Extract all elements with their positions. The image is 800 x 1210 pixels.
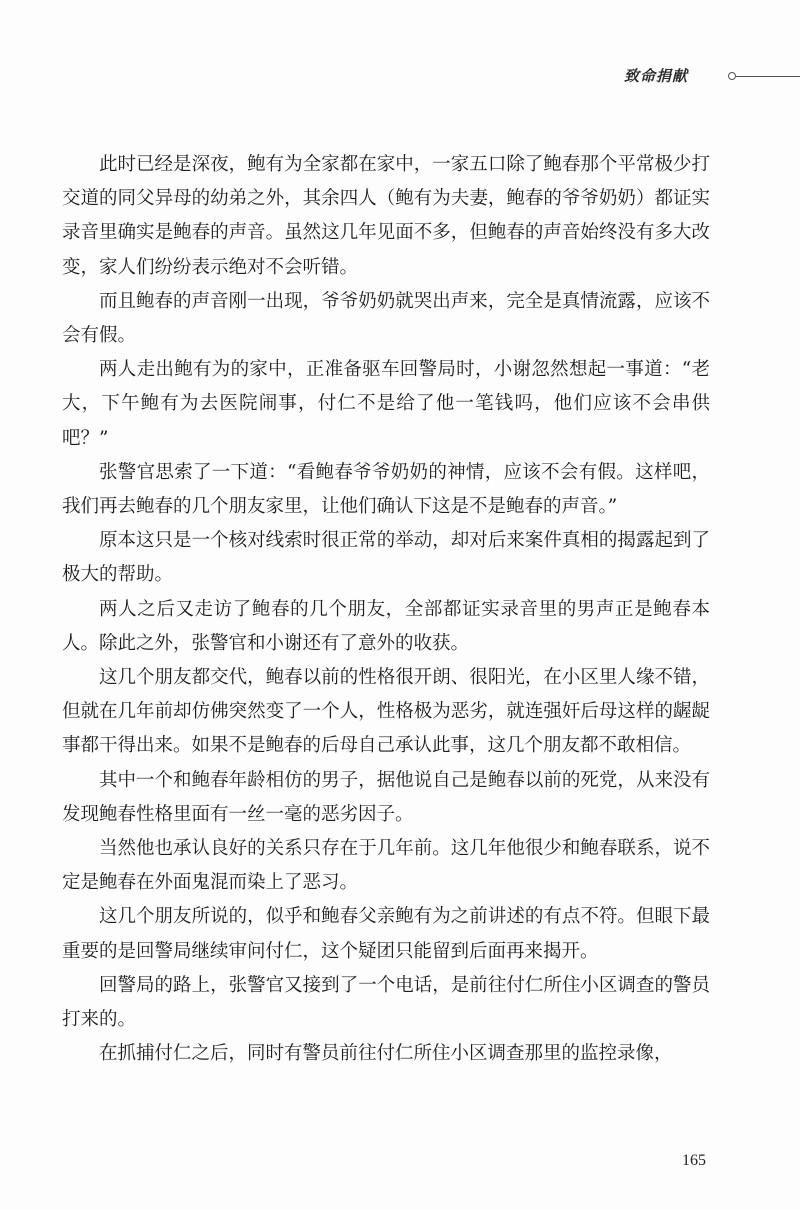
page-number: 165 <box>682 1152 706 1169</box>
paragraph: 这几个朋友所说的，似乎和鲍春父亲鲍有为之前讲述的有点不符。但眼下最重要的是回警局继续审问付仁，这个疑团只能留到后面再来揭开。 <box>62 906 710 962</box>
paragraph: 此时已经是深夜，鲍有为全家都在家中，一家五口除了鲍春那个平常极少打交道的同父异母的幼弟之外，其余四人（鲍有为夫妻，鲍春的爷爷奶奶）都证实录音里确实是鲍春的声音。虽然这几年见面不多，但鲍春的声音始终没有多大改变，家人们纷纷表示绝对不会听错。 <box>62 154 710 278</box>
paragraph: 而且鲍春的声音刚一出现，爷爷奶奶就哭出声来，完全是真情流露，应该不会有假。 <box>62 290 710 347</box>
paragraph: 其中一个和鲍春年龄相仿的男子，据他说自己是鲍春以前的死党，从来没有发现鲍春性格里面有一丝一毫的恶劣因子。 <box>62 769 710 825</box>
header-rule-line <box>736 76 800 77</box>
paragraph: 回警局的路上，张警官又接到了一个电话，是前往付仁所住小区调查的警员打来的。 <box>62 974 710 1031</box>
body-text <box>62 148 710 1071</box>
paragraph: 这几个朋友都交代，鲍春以前的性格很开朗、很阳光，在小区里人缘不错，但就在几年前却仿佛突然变了一个人，性格极为恶劣，就连强奸后母这样的龌龊事都干得出来。如果不是鲍春的后母自己承认此事，这几个朋友都不敢相信。 <box>62 667 710 757</box>
paragraph: 当然他也承认良好的关系只存在于几年前。这几年他很少和鲍春联系，说不定是鲍春在外面鬼混而染上了恶习。 <box>62 838 710 894</box>
book-title: 致命捐献 <box>624 67 689 85</box>
paragraph: 两人之后又走访了鲍春的几个朋友，全部都证实录音里的男声正是鲍春本人。除此之外，张警官和小谢还有了意外的收获。 <box>62 598 710 654</box>
paragraph: 两人走出鲍有为的家中，正准备驱车回警局时，小谢忽然想起一事道：“老大，下午鲍有为去医院闹事，付仁不是给了他一笔钱吗，他们应该不会串供吧？” <box>62 359 710 449</box>
running-header <box>560 64 800 88</box>
header-circle-ornament <box>728 72 736 80</box>
paragraph: 张警官思索了一下道：“看鲍春爷爷奶奶的神情，应该不会有假。这样吧，我们再去鲍春的几个朋友家里，让他们确认下这是不是鲍春的声音。” <box>62 461 710 518</box>
paragraph: 在抓捕付仁之后，同时有警员前往付仁所住小区调查那里的监控录像， <box>99 1043 673 1065</box>
paragraph: 原本这只是一个核对线索时很正常的举动，却对后来案件真相的揭露起到了极大的帮助。 <box>62 530 710 586</box>
